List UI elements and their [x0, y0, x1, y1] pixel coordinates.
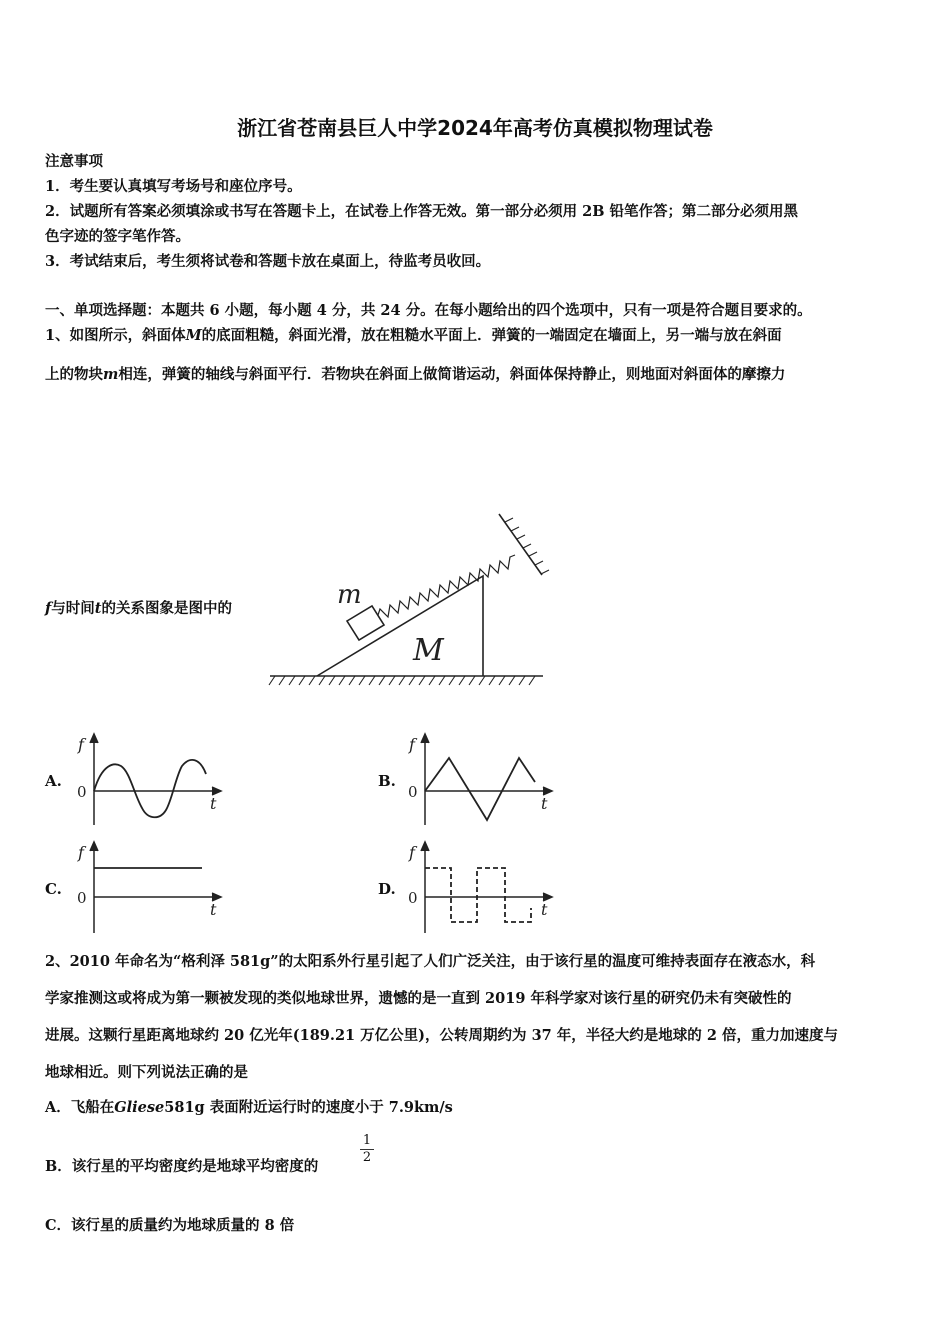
q1-text: 上的物块 [45, 366, 103, 383]
option-d-label[interactable]: D. [378, 880, 396, 898]
q1-text: 的关系图象是图中的 [101, 600, 232, 617]
origin: 0 [408, 889, 418, 907]
q1-var-f: f [45, 600, 52, 617]
q2-option-c[interactable]: C．该行星的质量约为地球质量的 8 倍 [45, 1217, 295, 1234]
q2-line-2: 学家推测这或将成为第一颗被发现的类似地球世界，遗憾的是一直到 2019 年科学家对该行星的研究仍未有突破性的 [45, 990, 792, 1007]
option-c-graph[interactable] [72, 838, 232, 938]
q1-var-m: m [103, 366, 119, 383]
q1-text: 相连，弹簧的轴线与斜面平行．若物块在斜面上做简谐运动，斜面体保持静止，则地面对斜面体的摩擦力 [118, 366, 786, 383]
axis-t: t [541, 794, 548, 813]
fraction-one-half [360, 1133, 374, 1166]
y-arrow-icon [90, 734, 98, 743]
option-d-graph[interactable] [403, 838, 563, 938]
q2-option-a[interactable] [45, 1098, 453, 1118]
option-a-graph[interactable] [72, 730, 232, 830]
axis-t: t [210, 900, 217, 919]
y-arrow-icon [421, 734, 429, 743]
origin: 0 [77, 889, 87, 907]
square-wave [425, 868, 531, 922]
q1-line-2 [45, 365, 785, 385]
q1-var-t: t [94, 600, 102, 617]
axis-t: t [541, 900, 548, 919]
q1-text: 与时间 [51, 600, 95, 617]
axis-f: f [409, 843, 415, 862]
notice-heading: 注意事项 [45, 153, 103, 170]
incline-spring-diagram [265, 500, 565, 695]
sine-curve [94, 760, 206, 817]
axis-t: t [210, 794, 217, 813]
axis-f: f [409, 735, 415, 754]
q1-text: 1、如图所示，斜面体 [45, 327, 186, 344]
axis-f: f [78, 735, 84, 754]
section-heading: 一、单项选择题：本题共 6 小题，每小题 4 分，共 24 分。在每小题给出的四个选项中，只有一项是符合题目要求的。 [45, 302, 812, 319]
q1-line-1 [45, 326, 782, 346]
q2-line-1: 2、2010 年命名为“格利泽 581g”的太阳系外行星引起了人们广泛关注，由于该行星的温度可维持表面存在液态水，科 [45, 953, 816, 970]
q2-line-3: 进展。这颗行星距离地球约 20 亿光年(189.21 万亿公里)，公转周期约为 37 年，半径大约是地球的 2 倍，重力加速度与 [45, 1027, 838, 1044]
fraction-numerator: 1 [362, 1133, 372, 1148]
origin: 0 [408, 783, 418, 801]
notice-2: 2．试题所有答案必须填涂或书写在答题卡上，在试卷上作答无效。第一部分必须用 2B 铅笔作答；第二部分必须用黑 [45, 203, 799, 220]
spring [378, 555, 515, 617]
label-M: M [413, 633, 444, 668]
q1-text: 的底面粗糙，斜面光滑，放在粗糙水平面上．弹簧的一端固定在墙面上，另一端与放在斜面 [201, 327, 782, 344]
q2-option-a-italic: Gliese [114, 1099, 165, 1116]
q1-var-M: M [185, 327, 202, 344]
notice-2-cont: 色字迹的签字笔作答。 [45, 228, 190, 245]
origin: 0 [77, 783, 87, 801]
q2-line-4: 地球相近。则下列说法正确的是 [45, 1064, 248, 1081]
q2-option-b[interactable]: B．该行星的平均密度约是地球平均密度的 [45, 1158, 319, 1175]
triangle-wave [425, 758, 535, 820]
notice-1: 1．考生要认真填写考场号和座位序号。 [45, 178, 302, 195]
axis-f: f [78, 843, 84, 862]
q2-option-a-text: 581g 表面附近运行时的速度小于 7.9km/s [164, 1099, 453, 1116]
sliding-block [347, 606, 384, 640]
page-title: 浙江省苍南县巨人中学2024年高考仿真模拟物理试卷 [237, 116, 713, 140]
option-c-label[interactable]: C. [45, 880, 62, 898]
y-arrow-icon [421, 842, 429, 851]
y-arrow-icon [90, 842, 98, 851]
option-b-label[interactable]: B. [378, 772, 396, 790]
wall-hatch [505, 518, 549, 574]
ground-hatch [269, 676, 535, 685]
label-m: m [337, 580, 362, 610]
option-a-label[interactable]: A. [45, 772, 62, 790]
fraction-bar: 2 [360, 1149, 374, 1165]
option-b-graph[interactable] [403, 730, 563, 830]
q2-option-a-text: A．飞船在 [45, 1099, 115, 1116]
q1-line-3 [45, 599, 232, 619]
notice-3: 3．考试结束后，考生须将试卷和答题卡放在桌面上，待监考员收回。 [45, 253, 491, 270]
